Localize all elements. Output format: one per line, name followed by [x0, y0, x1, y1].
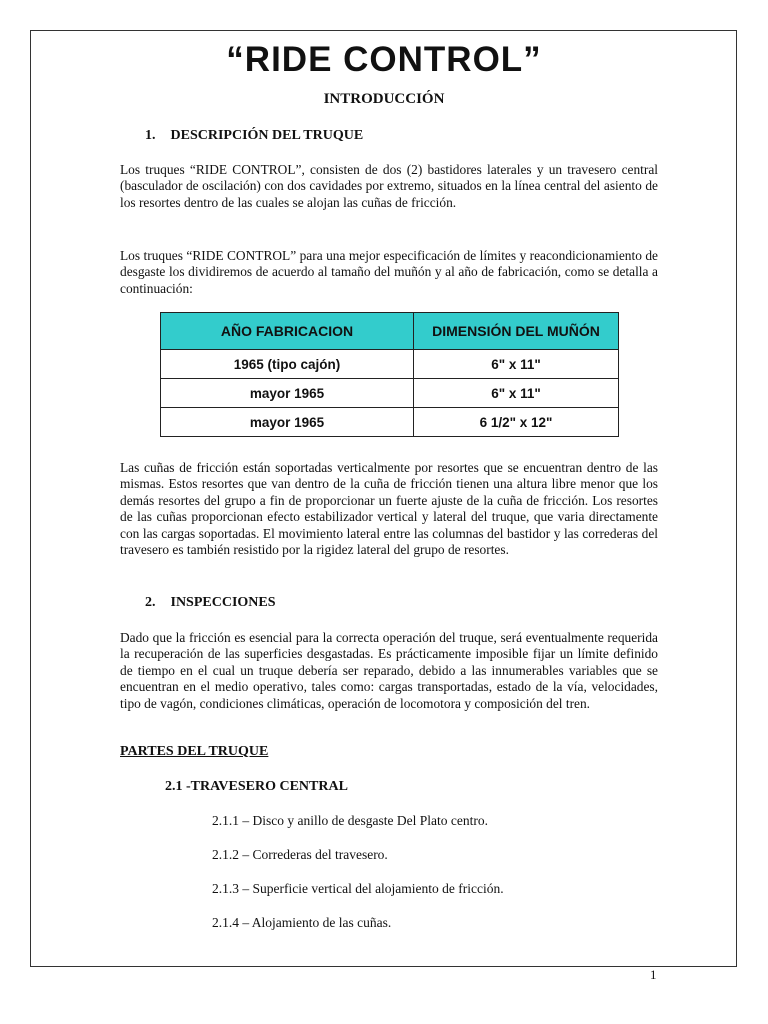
- section-2-heading: [145, 595, 276, 611]
- section-1-heading: [145, 128, 363, 144]
- list-item: 2.1.1 – Disco y anillo de desgaste Del Plato centro.: [212, 813, 488, 828]
- parts-heading: PARTES DEL TRUQUE: [120, 744, 269, 759]
- section-2-title: INSPECCIONES: [170, 595, 276, 610]
- document-subtitle: INTRODUCCIÓN: [323, 91, 445, 107]
- page-number: 1: [650, 967, 657, 982]
- list-item: 2.1.4 – Alojamiento de las cuñas.: [212, 915, 392, 930]
- table-cell: mayor 1965: [161, 379, 414, 408]
- list-item: 2.1.2 – Correderas del travesero.: [212, 847, 388, 862]
- section-2-number: 2.: [145, 595, 156, 610]
- table-row: [161, 408, 619, 437]
- table-cell: 6" x 11": [414, 379, 619, 408]
- paragraph-1: Los truques “RIDE CONTROL”, consisten de dos (2) bastidores laterales y un travesero central (basculador de oscilación) con dos cavidades por extremo, situados en la línea central del asiento de los resortes dentro de las cuales se alojan las cuñas de fricción.: [120, 162, 658, 210]
- table-cell: 1965 (tipo cajón): [161, 350, 414, 379]
- table-row: [161, 379, 619, 408]
- document-title: “RIDE CONTROL”: [226, 40, 542, 79]
- section-2-1-heading: 2.1 -TRAVESERO CENTRAL: [165, 779, 348, 794]
- paragraph-4: Dado que la fricción es esencial para la correcta operación del truque, será eventualmente requerida la recuperación de las superficies desgastadas. Es prácticamente imposible fijar un límite definido de tiempo en el cual un truque debería ser reparado, debido a las innumerables variables que se encuentran en el medio operativo, tales como: cargas transportadas, estado de la vía, velocidades, tipo de vagón, condiciones climáticas, operación de locomotora y composición del tren.: [120, 630, 658, 711]
- table-cell: 6" x 11": [414, 350, 619, 379]
- table-header-row: [161, 313, 619, 350]
- section-1-title: DESCRIPCIÓN DEL TRUQUE: [170, 128, 364, 143]
- journal-dimension-table: [160, 312, 619, 437]
- paragraph-3: Las cuñas de fricción están soportadas verticalmente por resortes que se encuentran dentro de las mismas. Estos resortes que van dentro de la cuña de fricción tienen una altura libre menor que los demás resortes del grupo a fin de proporcionar un fuerte ajuste de la cuña de fricción. Los resortes de las cuñas proporcionan efecto estabilizador vertical y lateral del truque, que varia directamente con las cargas soportadas. El movimiento lateral entre las columnas del bastidor y las correderas del travesero es también resistido por la rigidez lateral del grupo de resortes.: [120, 460, 658, 558]
- section-1-number: 1.: [145, 128, 156, 143]
- list-item: 2.1.3 – Superficie vertical del alojamiento de fricción.: [212, 881, 504, 896]
- table-row: [161, 350, 619, 379]
- paragraph-2: Los truques “RIDE CONTROL” para una mejor especificación de límites y reacondicionamiento de desgaste los dividiremos de acuerdo al tamaño del muñón y al año de fabricación, como se detalla a continuación:: [120, 248, 658, 296]
- table-header-year: AÑO FABRICACION: [161, 313, 414, 350]
- table-header-dimension: DIMENSIÓN DEL MUÑÓN: [414, 313, 619, 350]
- table-cell: mayor 1965: [161, 408, 414, 437]
- table-cell: 6 1/2" x 12": [414, 408, 619, 437]
